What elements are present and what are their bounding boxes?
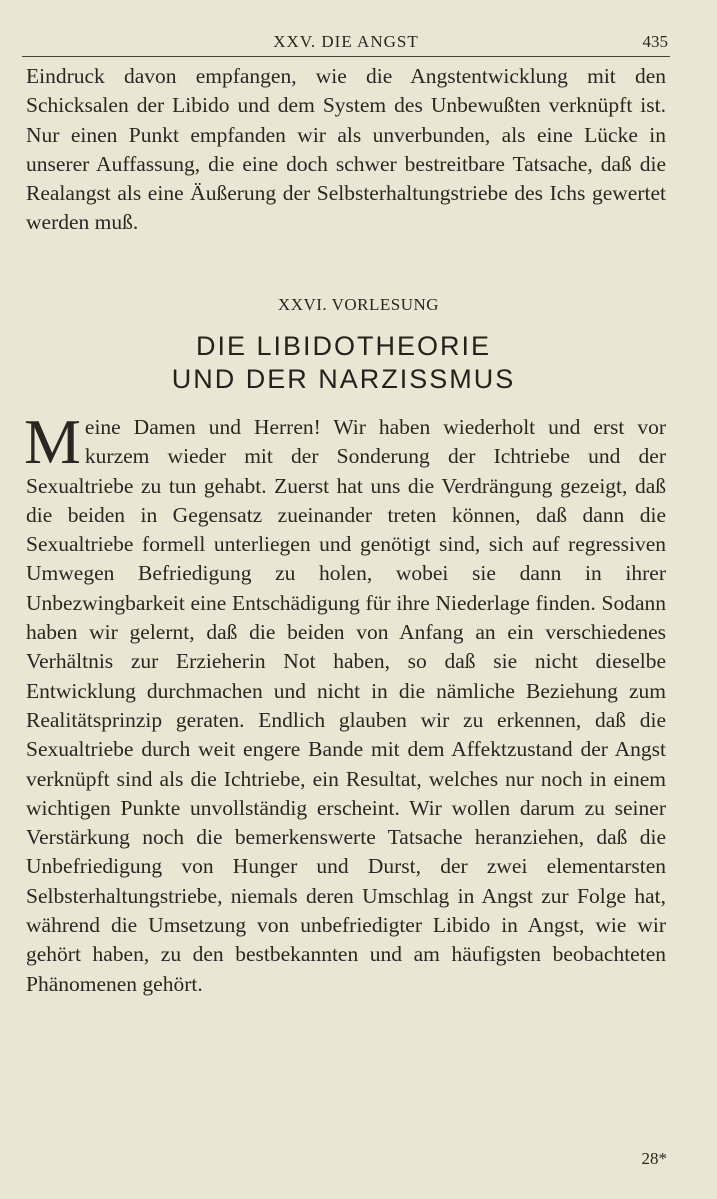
opening-paragraph bbox=[24, 406, 666, 999]
continued-paragraph-text: Eindruck davon empfangen, wie die Angstentwicklung mit den Schicksalen der Libido und dem System des Unbewußten verknüpft ist. Nur einen Punkt empfanden wir als unverbunden, als eine Lücke in unserer Auffassung, die eine doch schwer bestreitbare Tatsache, daß die Realangst als eine Äußerung der Selbsterhaltungstriebe des Ichs gewertet werden muß. bbox=[26, 64, 666, 235]
lecture-label: XXVI. VORLESUNG bbox=[277, 295, 440, 314]
opening-paragraph-text: eine Damen und Herren! Wir haben wiederholt und erst vor kurzem wieder mit der Sonderung der Ichtriebe und der Sexualtriebe zu tun gehabt. Zuerst hat uns die Verdrängung gezeigt, daß die beiden in Gegensatz zueinander treten können, daß dann die Sexualtriebe formell unterliegen und genötigt sind, sich auf regressiven Umwegen Befriedigung zu holen, wobei sie dann in ihrer Unbezwingbarkeit eine Entschädigung für ihre Niederlage finden. Sodann haben wir gelernt, daß die beiden von Anfang an ein verschiedenes Verhältnis zur Erzieherin Not haben, so daß sie nicht dieselbe Entwicklung durchmachen und nicht in die nämliche Beziehung zum Realitätsprinzip geraten. Endlich glauben wir zu erkennen, daß die Sexualtriebe durch weit engere Bande mit dem Affektzustand der Angst verknüpft sind als die Ichtriebe, ein Resultat, welches nur noch in einem wichtigen Punkte unvollständig erscheint. Wir wollen darum zu seiner Verstärkung noch die bemerkenswerte Tatsache heranziehen, daß die Unbefriedigung von Hunger und Durst, der zwei elementarsten Selbsterhaltungstriebe, niemals deren Umschlag in Angst zur Folge hat, während die Umsetzung von unbefriedigter Libido in Angst, wie wir gehört haben, zu den bestbekannten und am häufigsten beobachteten Phänomenen gehört. bbox=[26, 415, 666, 996]
running-head bbox=[22, 30, 670, 57]
chapter-title bbox=[0, 330, 687, 396]
running-title: XXV. DIE ANGST bbox=[273, 32, 419, 51]
drop-cap: M bbox=[24, 406, 81, 477]
page-number: 435 bbox=[642, 32, 668, 51]
signature-mark: 28* bbox=[641, 1149, 667, 1168]
chapter-title-line-1: DIE LIBIDOTHEORIE bbox=[195, 331, 492, 361]
continued-paragraph bbox=[26, 62, 666, 238]
chapter-title-line-2: UND DER NARZISSMUS bbox=[171, 364, 516, 394]
opening-paragraph-body bbox=[24, 406, 666, 999]
